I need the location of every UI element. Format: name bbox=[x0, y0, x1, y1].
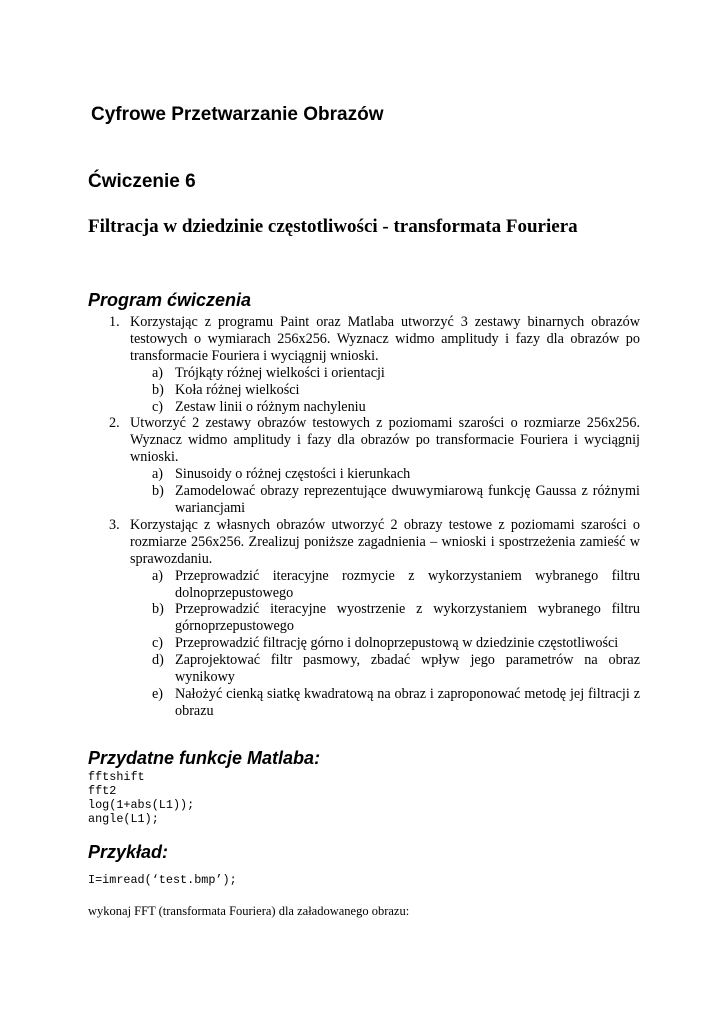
sub-item-text: Zaprojektować filtr pasmowy, zbadać wpływ jego parametrów na obraz wynikowy bbox=[175, 652, 640, 686]
sub-item-text: Zamodelować obrazy reprezentujące dwuwymiarową funkcję Gaussa z różnymi wariancjami bbox=[175, 483, 640, 516]
sub-item bbox=[88, 365, 640, 382]
sub-item bbox=[88, 399, 640, 416]
sub-item bbox=[88, 635, 640, 652]
item-number: 1. bbox=[109, 314, 120, 330]
program-list bbox=[88, 314, 640, 720]
functions-heading: Przydatne funkcje Matlaba: bbox=[88, 748, 321, 768]
sub-item-text: Zestaw linii o różnym nachyleniu bbox=[175, 398, 366, 415]
sub-item-text: Trójkąty różnej wielkości i orientacji bbox=[175, 364, 385, 381]
sub-item-text: Koła różnej wielkości bbox=[175, 381, 300, 398]
example-note: wykonaj FFT (transformata Fouriera) dla załadowanego obrazu: bbox=[88, 904, 410, 918]
course-title: Cyfrowe Przetwarzanie Obrazów bbox=[91, 104, 384, 125]
sub-item bbox=[88, 466, 640, 483]
item-text: Korzystając z własnych obrazów utworzyć 2 obrazy testowe z poziomami szarości o rozmiarze 256x256. Zrealizuj poniższe zagadnienia – wnioski i spostrzeżenia zamieść w sprawozdaniu. bbox=[130, 516, 640, 567]
example-code: I=imread(‘test.bmp’); bbox=[88, 873, 237, 887]
sub-item-letter: b) bbox=[152, 483, 164, 500]
exercise-title: Ćwiczenie 6 bbox=[88, 171, 196, 192]
example-heading: Przykład: bbox=[88, 842, 169, 862]
sub-item bbox=[88, 483, 640, 517]
sub-item-letter: a) bbox=[152, 466, 164, 483]
sub-item-letter: c) bbox=[152, 398, 164, 415]
sub-item-text: Przeprowadzić iteracyjne wyostrzenie z wykorzystaniem wybranego filtru górnoprzepustowego bbox=[175, 601, 640, 635]
program-item bbox=[88, 314, 640, 365]
sub-item-letter: c) bbox=[152, 635, 164, 652]
code-line: log(1+abs(L1)); bbox=[88, 798, 195, 812]
code-line: fftshift bbox=[88, 770, 145, 784]
item-text: Utworzyć 2 zestawy obrazów testowych z poziomami szarości o rozmiarze 256x256. Wyznacz widmo amplitudy i fazy dla obrazów po transformacie Fouriera i wyciągnij wnioski. bbox=[130, 415, 640, 466]
sub-item-letter: a) bbox=[152, 364, 164, 381]
topic-title: Filtracja w dziedzinie częstotliwości - transformata Fouriera bbox=[88, 216, 578, 237]
item-number: 2. bbox=[109, 415, 120, 432]
code-line: angle(L1); bbox=[88, 812, 159, 826]
sub-item-text: Przeprowadzić filtrację górno i dolnoprzepustową w dziedzinie częstotliwości bbox=[175, 635, 619, 652]
sub-item bbox=[88, 568, 640, 602]
sub-item-text: Nałożyć cienką siatkę kwadratową na obraz i zaproponować metodę jej filtracji z obrazu bbox=[175, 685, 640, 719]
sub-item-letter: b) bbox=[152, 381, 164, 398]
item-text: Korzystając z programu Paint oraz Matlaba utworzyć 3 zestawy binarnych obrazów testowych o wymiarach 256x256. Wyznacz widmo amplitudy i fazy dla obrazów po transformacie Fouriera i wyciągnij wnioski. bbox=[130, 314, 640, 364]
sub-item bbox=[88, 601, 640, 635]
functions-code bbox=[88, 770, 194, 826]
program-item bbox=[88, 415, 640, 466]
program-heading: Program ćwiczenia bbox=[88, 290, 252, 310]
sub-item-letter: b) bbox=[152, 601, 164, 618]
program-item bbox=[88, 517, 640, 568]
sub-item bbox=[88, 652, 640, 686]
sub-item bbox=[88, 382, 640, 399]
sub-item-letter: a) bbox=[152, 567, 164, 584]
code-line: fft2 bbox=[88, 784, 117, 798]
sub-item-text: Przeprowadzić iteracyjne rozmycie z wykorzystaniem wybranego filtru dolnoprzepustowego bbox=[175, 567, 640, 601]
sub-item-letter: d) bbox=[152, 652, 164, 669]
sub-item-letter: e) bbox=[152, 685, 164, 702]
item-number: 3. bbox=[109, 516, 120, 533]
sub-item-text: Sinusoidy o różnej częstości i kierunkach bbox=[175, 466, 411, 483]
sub-item bbox=[88, 686, 640, 720]
